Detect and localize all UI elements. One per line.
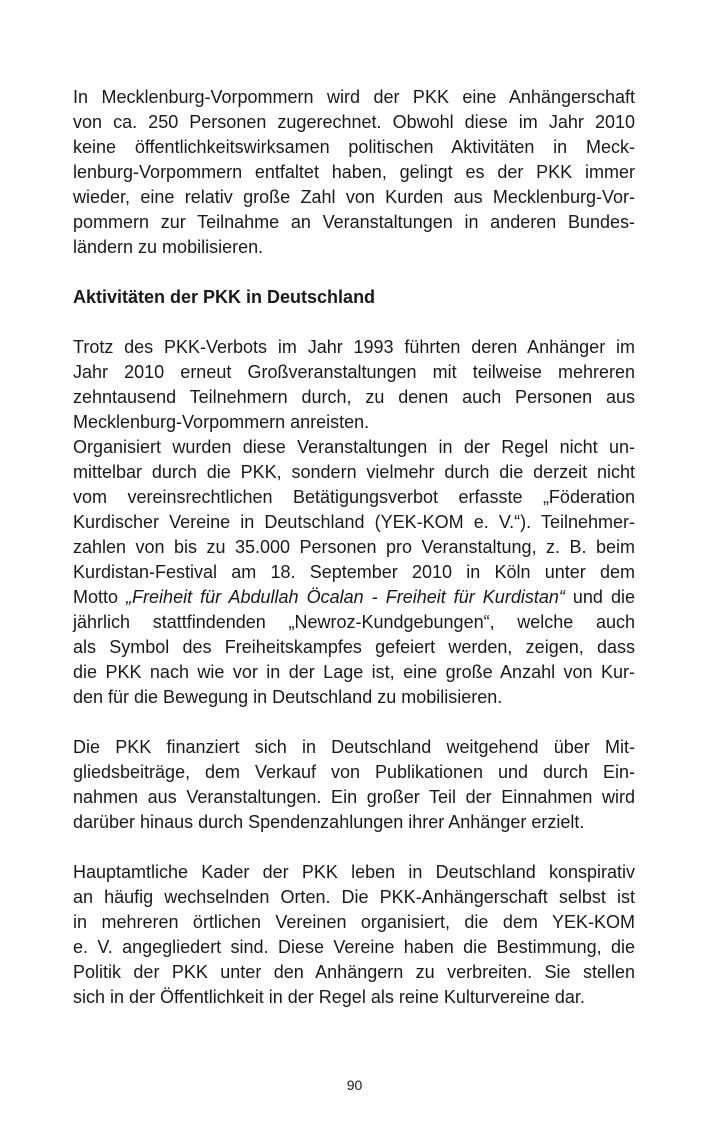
text-line: die PKK nach wie vor in der Lage ist, eine große Anzahl von Kur- — [73, 662, 635, 682]
text-line: an häufig wechselnden Orten. Die PKK-Anhängerschaft selbst ist — [73, 887, 635, 907]
text-line: ländern zu mobilisieren. — [73, 237, 264, 257]
text-line: in mehreren örtlichen Vereinen organisiert, die dem YEK-KOM — [73, 912, 635, 932]
text-line: nahmen aus Veranstaltungen. Ein großer Teil der Einnahmen wird — [73, 787, 635, 807]
paragraph-intro — [73, 85, 635, 260]
paragraph-events — [73, 335, 635, 435]
text-line: Kurdischer Vereine in Deutschland (YEK-KOM e. V.“). Teilnehmer- — [73, 512, 635, 532]
text-line: den für die Bewegung in Deutschland zu mobilisieren. — [73, 687, 503, 707]
section-heading: Aktivitäten der PKK in Deutschland — [73, 287, 376, 307]
text-line: Kurdistan-Festival am 18. September 2010 in Köln unter dem — [73, 562, 635, 582]
text-line: lenburg-Vorpommern entfaltet haben, gelingt es der PKK immer — [73, 162, 635, 182]
text-line: Hauptamtliche Kader der PKK leben in Deutschland konspirativ — [73, 862, 635, 882]
text-line: darüber hinaus durch Spendenzahlungen ihrer Anhänger erzielt. — [73, 812, 585, 832]
text-line: mittelbar durch die PKK, sondern vielmehr durch die derzeit nicht — [73, 462, 635, 482]
text-line: zahlen von bis zu 35.000 Personen pro Veranstaltung, z. B. beim — [73, 537, 635, 557]
paragraph-cadres — [73, 860, 635, 1010]
text-line: gliedsbeiträge, dem Verkauf von Publikationen und durch Ein- — [73, 762, 635, 782]
text-line: Trotz des PKK-Verbots im Jahr 1993 führten deren Anhänger im — [73, 337, 635, 357]
text-line: Politik der PKK unter den Anhängern zu verbreiten. Sie stellen — [73, 962, 635, 982]
paragraph-financing — [73, 735, 635, 835]
text-line-motto — [73, 585, 635, 610]
text-line: e. V. angegliedert sind. Diese Vereine haben die Bestimmung, die — [73, 937, 635, 957]
text-line: wieder, eine relativ große Zahl von Kurden aus Mecklenburg-Vor- — [73, 187, 635, 207]
page-number: 90 — [346, 1077, 363, 1093]
paragraph-gap — [73, 835, 635, 860]
text-line: Die PKK finanziert sich in Deutschland weitgehend über Mit- — [73, 737, 635, 757]
text-line: pommern zur Teilnahme an Veranstaltungen in anderen Bundes- — [73, 212, 635, 232]
text-line: sich in der Öffentlichkeit in der Regel als reine Kulturvereine dar. — [73, 987, 585, 1007]
text-line: von ca. 250 Personen zugerechnet. Obwohl diese im Jahr 2010 — [73, 112, 635, 132]
paragraph-gap — [73, 310, 635, 335]
text-line: Jahr 2010 erneut Großveranstaltungen mit teilweise mehreren — [73, 362, 635, 382]
text-line: jährlich stattfindenden „Newroz-Kundgebungen“, welche auch — [73, 612, 635, 632]
motto-suffix: und die — [564, 587, 635, 607]
paragraph-gap — [73, 710, 635, 735]
text-line: keine öffentlichkeitswirksamen politischen Aktivitäten in Meck- — [73, 137, 635, 157]
paragraph-organisation — [73, 435, 635, 710]
text-line: zehntausend Teilnehmern durch, zu denen auch Personen aus — [73, 387, 635, 407]
motto-quote: „Freiheit für Abdullah Öcalan - Freiheit für Kurdistan“ — [126, 587, 565, 607]
text-line: als Symbol des Freiheitskampfes gefeiert werden, zeigen, dass — [73, 637, 635, 657]
text-line: Mecklenburg-Vorpommern anreisten. — [73, 412, 370, 432]
text-line: vom vereinsrechtlichen Betätigungsverbot erfasste „Föderation — [73, 487, 635, 507]
text-line: Organisiert wurden diese Veranstaltungen in der Regel nicht un- — [73, 437, 635, 457]
motto-prefix: Motto — [73, 587, 127, 607]
document-page — [73, 85, 635, 1010]
paragraph-gap — [73, 260, 635, 285]
text-line: In Mecklenburg-Vorpommern wird der PKK eine Anhängerschaft — [73, 87, 635, 107]
